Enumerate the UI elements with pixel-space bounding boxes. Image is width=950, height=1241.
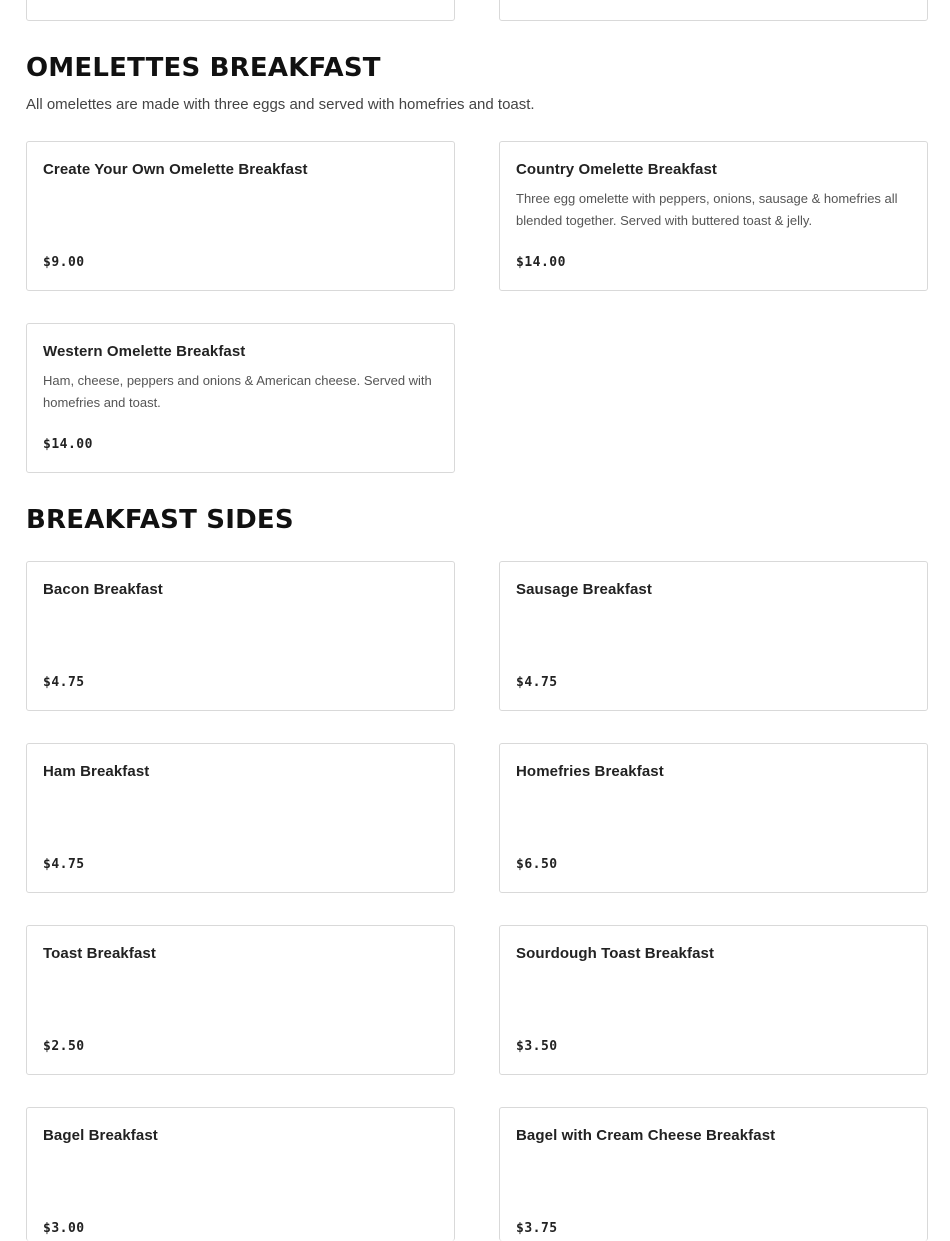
menu-item-card[interactable] xyxy=(499,0,928,21)
section-title-sides: BREAKFAST SIDES xyxy=(26,505,294,535)
menu-item-price: $2.50 xyxy=(43,1039,85,1054)
menu-item-name: Homefries Breakfast xyxy=(516,763,664,780)
menu-item-name: Country Omelette Breakfast xyxy=(516,161,717,178)
menu-item-name: Sausage Breakfast xyxy=(516,581,652,598)
menu-item-price: $3.00 xyxy=(43,1221,85,1236)
menu-item-name: Sourdough Toast Breakfast xyxy=(516,945,715,962)
menu-item-name: Bagel with Cream Cheese Breakfast xyxy=(516,1127,776,1144)
menu-item-price: $6.50 xyxy=(516,857,558,872)
menu-item-card[interactable] xyxy=(499,743,928,893)
menu-item-card[interactable] xyxy=(26,743,455,893)
menu-item-description: Ham, cheese, peppers and onions & American cheese. Served with homefries and toast. xyxy=(43,373,432,410)
menu-item-price: $4.75 xyxy=(516,675,558,690)
menu-item-name: Bagel Breakfast xyxy=(43,1127,158,1144)
menu-item-card[interactable] xyxy=(499,561,928,711)
menu-item-name: Ham Breakfast xyxy=(43,763,150,780)
menu-item-card[interactable] xyxy=(26,323,455,473)
section-subtitle-omelettes: All omelettes are made with three eggs and served with homefries and toast. xyxy=(26,96,535,113)
menu-item-price: $4.75 xyxy=(43,857,85,872)
menu-item-description: Three egg omelette with peppers, onions, sausage & homefries all blended together. Served with buttered toast & jelly. xyxy=(516,191,898,228)
menu-item-card[interactable] xyxy=(26,0,455,21)
menu-item-card[interactable] xyxy=(499,1107,928,1241)
menu-item-price: $14.00 xyxy=(43,437,93,452)
menu-item-name: Toast Breakfast xyxy=(43,945,156,962)
menu-item-price: $9.00 xyxy=(43,255,85,270)
menu-item-price: $3.75 xyxy=(516,1221,558,1236)
menu-item-price: $3.50 xyxy=(516,1039,558,1054)
menu-item-card[interactable] xyxy=(26,925,455,1075)
menu-item-card[interactable] xyxy=(26,561,455,711)
menu-item-card[interactable] xyxy=(26,1107,455,1241)
menu-item-price: $14.00 xyxy=(516,255,566,270)
menu-item-card[interactable] xyxy=(499,925,928,1075)
section-title-omelettes: OMELETTES BREAKFAST xyxy=(26,53,381,83)
menu-item-card[interactable] xyxy=(26,141,455,291)
menu-item-card[interactable] xyxy=(499,141,928,291)
menu-item-name: Bacon Breakfast xyxy=(43,581,163,598)
menu-item-name: Western Omelette Breakfast xyxy=(43,343,246,360)
menu-item-price: $4.75 xyxy=(43,675,85,690)
menu-item-name: Create Your Own Omelette Breakfast xyxy=(43,161,308,178)
